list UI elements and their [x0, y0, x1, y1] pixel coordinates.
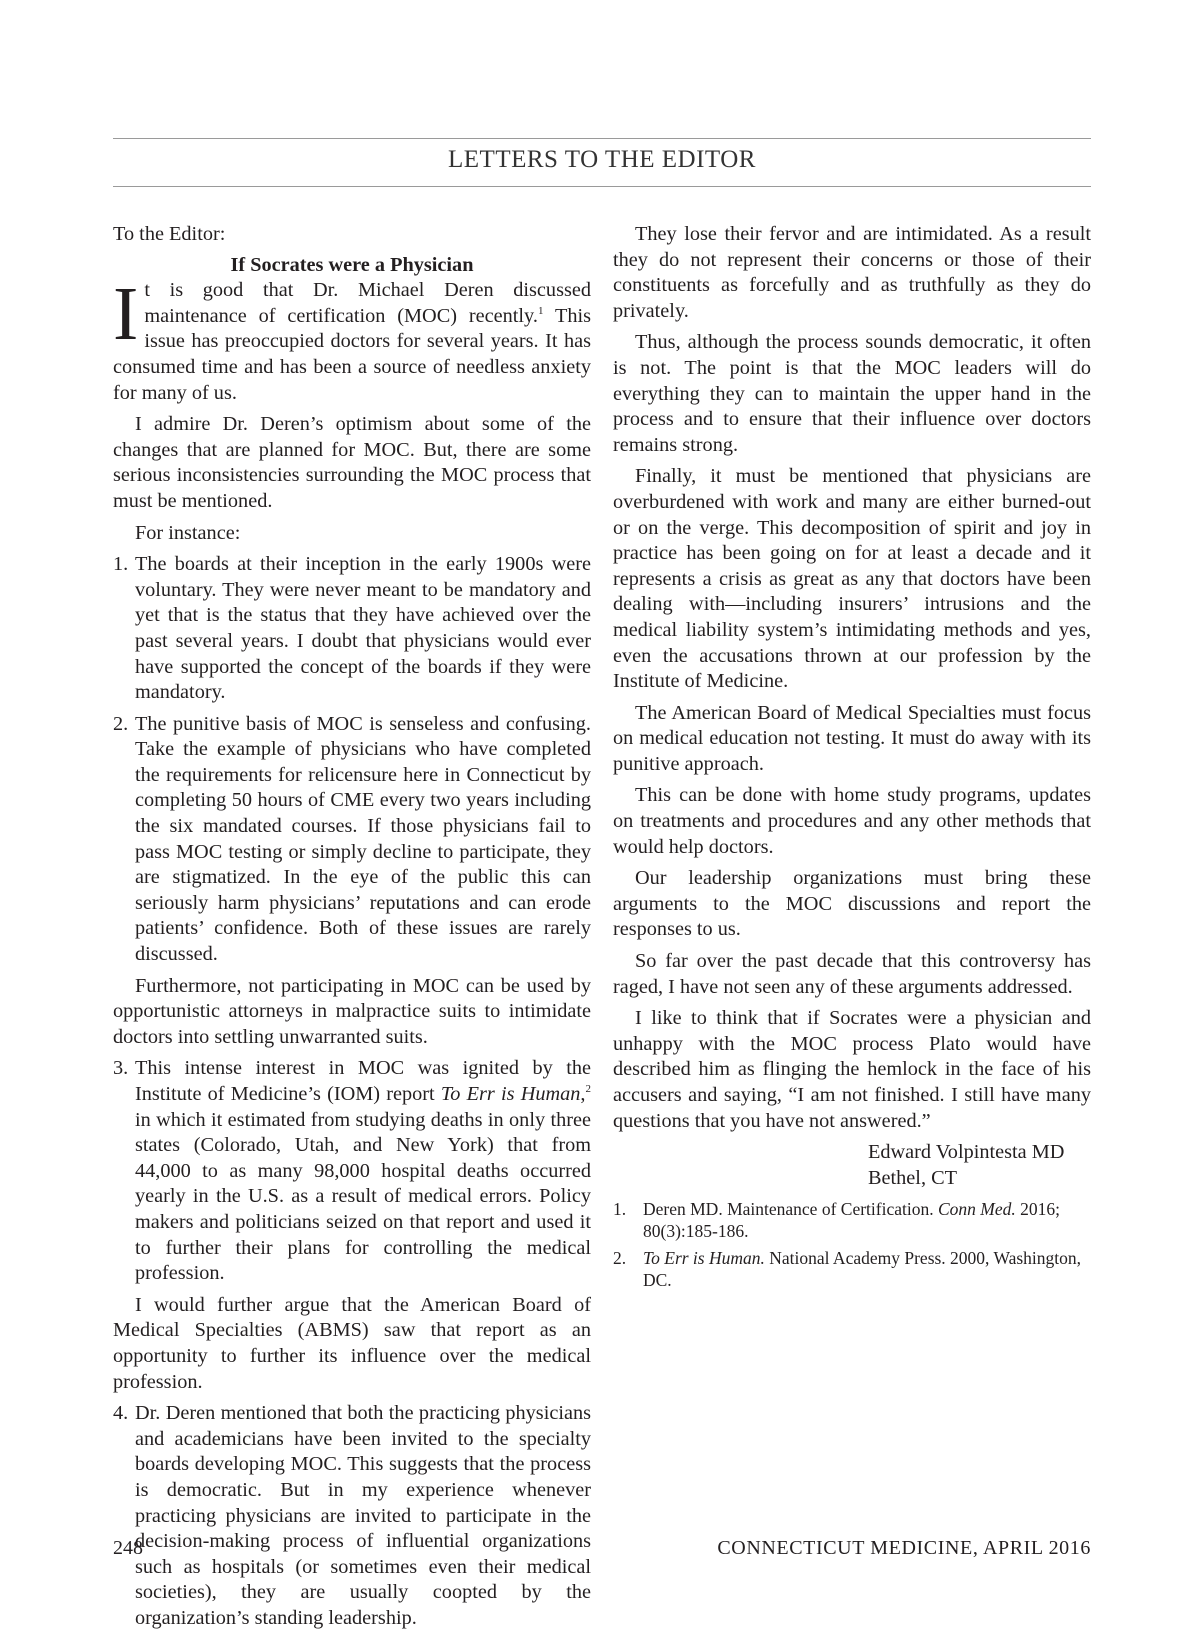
reference-citation: National Academy Press. 2000, Washington, DC.	[643, 1248, 1082, 1290]
paragraph-for-instance: For instance:	[135, 521, 241, 544]
list-item-3	[113, 1056, 591, 1286]
signature-block	[868, 1140, 1091, 1191]
header-rule-top	[113, 138, 1091, 139]
item3-text-b: in which it estimated from studying deaths in only three states (Colorado, Utah, and New York) that from 44,000 to as many 98,000 hospital deaths occurred yearly in the U.S. as a result of medical errors. Policy makers and politicians seized on that report and used it to further their plans for controlling the medical profession.	[135, 1108, 591, 1285]
right-column	[613, 222, 1091, 1297]
report-title: To Err is Human	[440, 1083, 581, 1105]
reference-number: 2.	[613, 1248, 627, 1269]
paragraph-home-study: This can be done with home study programs, updates on treatments and procedures and any other methods that would help doctors.	[613, 784, 1091, 858]
list-text	[135, 1056, 591, 1286]
signature-place: Bethel, CT	[868, 1166, 957, 1189]
intro-text-a: t is good that Dr. Michael Deren discussed maintenance of certification (MOC) recently.	[144, 279, 591, 327]
list-text: The punitive basis of MOC is senseless and confusing. Take the example of physicians who have completed the requirements for relicensure here in Connecticut by completing 50 hours of CME every two years including the six mandated courses. If those physicians fail to pass MOC testing or simply decline to participate, they are stigmatized. In the eye of the public this can seriously harm physicians’ reputations and can erode patients’ confidence. Both of these issues are rarely discussed.	[135, 712, 591, 966]
reference-author-title: Deren MD. Maintenance of Certification.	[643, 1199, 938, 1220]
salutation: To the Editor:	[113, 223, 226, 245]
reference-title: To Err is Human.	[643, 1248, 765, 1269]
paragraph-socrates: I like to think that if Socrates were a physician and unhappy with the MOC process Plato would have described him as flinging the hemlock in the face of his accusers and saying, “I am not finished. I still have many questions that you have not answered.”	[613, 1007, 1091, 1132]
item3-text-a: This intense interest in MOC was ignited by the Institute of Medicine’s (IOM) report	[135, 1057, 591, 1105]
list-number: 1.	[113, 553, 129, 576]
signature-name: Edward Volpintesta MD	[868, 1141, 1065, 1164]
paragraph-so-far: So far over the past decade that this controversy has raged, I have not seen any of these arguments addressed.	[613, 950, 1091, 998]
reference-item	[613, 1199, 1091, 1242]
list-item-4	[113, 1401, 591, 1631]
reference-text	[643, 1248, 1091, 1291]
reference-number: 1.	[613, 1199, 627, 1220]
paragraph-intro	[113, 272, 592, 406]
ref-marker-2[interactable]: 2	[585, 1083, 591, 1096]
reference-citation: 2016; 80(3):185-186.	[643, 1199, 1060, 1241]
header-rule-bottom	[113, 186, 1091, 187]
journal-issue: CONNECTICUT MEDICINE, APRIL 2016	[717, 1537, 1091, 1559]
list-number: 3.	[113, 1057, 129, 1080]
reference-item	[613, 1248, 1091, 1291]
drop-cap: I	[113, 272, 139, 357]
reference-text	[643, 1199, 1091, 1242]
paragraph-leadership: Our leadership organizations must bring these arguments to the MOC discussions and report the responses to us.	[613, 867, 1091, 941]
paragraph-furthermore: Furthermore, not participating in MOC can be used by opportunistic attorneys in malpractice suits to intimidate doctors into settling unwarranted suits.	[113, 974, 591, 1048]
list-item-2	[113, 712, 591, 968]
reference-journal: Conn Med.	[937, 1199, 1016, 1220]
paragraph-fervor: They lose their fervor and are intimidated. As a result they do not represent their concerns or those of their constituents as forcefully and as truthfully as they do privately.	[613, 223, 1091, 322]
list-number: 4.	[113, 1402, 129, 1425]
list-text: Dr. Deren mentioned that both the practicing physicians and academicians have been invited to the specialty boards developing MOC. This suggests that the process is democratic. But in my experience whenever practicing physicians are invited to participate in the decision-making process of influential organizations such as hospitals (or sometimes even their medical societies), they are usually coopted by the organization’s standing leadership.	[135, 1402, 591, 1629]
paragraph-optimism: I admire Dr. Deren’s optimism about some of the changes that are planned for MOC. But, there are some serious inconsistencies surrounding the MOC process that must be mentioned.	[113, 413, 591, 512]
section-title: LETTERS TO THE EDITOR	[448, 146, 756, 173]
letter-headline: If Socrates were a Physician	[230, 253, 474, 276]
item3-comma: ,	[580, 1083, 586, 1105]
paragraph-democratic: Thus, although the process sounds democratic, it often is not. The point is that the MOC leaders will do everything they can to maintain the upper hand in the process and to ensure that their influence over doctors remains strong.	[613, 331, 1091, 456]
paragraph-finally: Finally, it must be mentioned that physicians are overburdened with work and many are either burned-out or on the verge. This decomposition of spirit and joy in practice has been going on for at least a decade and it represents a crisis as great as any that doctors have been dealing with—including insurers’ intrusions and the medical liability system’s intimidating methods and yes, even the accusations thrown at our profession by the Institute of Medicine.	[613, 465, 1091, 693]
intro-text-b: This issue has preoccupied doctors for several years. It has consumed time and has been a source of needless anxiety for many of us.	[113, 304, 592, 404]
list-number: 2.	[113, 712, 129, 735]
page-number: 248	[113, 1537, 143, 1559]
list-text: The boards at their inception in the early 1900s were voluntary. They were never meant to be mandatory and yet that is the status that they have achieved over the past several years. I doubt that physicians would ever have supported the concept of the boards if they were mandatory.	[135, 553, 591, 704]
paragraph-abms: I would further argue that the American Board of Medical Specialties (ABMS) saw that report as an opportunity to further its influence over the medical profession.	[113, 1293, 591, 1393]
list-item-1	[113, 552, 591, 706]
paragraph-focus: The American Board of Medical Specialties must focus on medical education not testing. It must do away with its punitive approach.	[613, 701, 1091, 775]
references-list	[613, 1199, 1091, 1291]
left-column	[113, 222, 591, 1637]
ref-marker-1[interactable]: 1	[537, 305, 544, 318]
